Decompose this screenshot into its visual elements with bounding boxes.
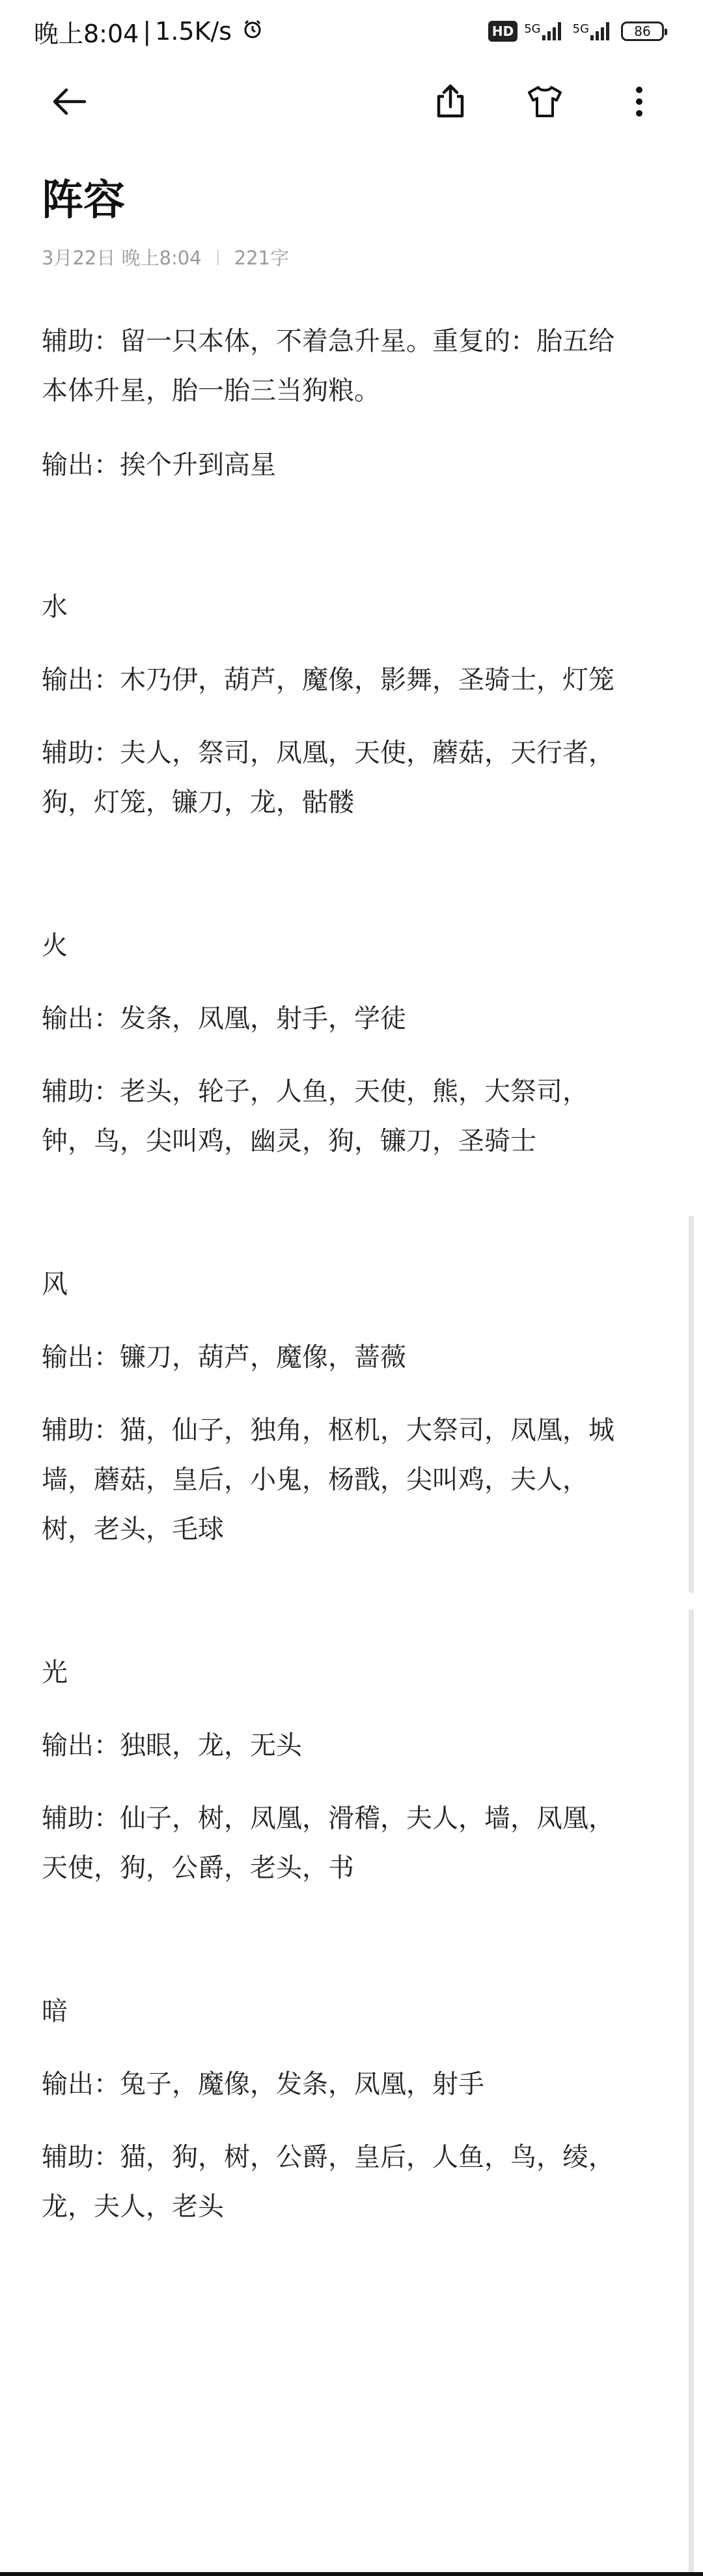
note-line: 辅助：夫人，祭司，凤凰，天使，蘑菇，天行者， [42,738,614,768]
battery-icon [621,21,664,41]
note-line: 输出：兔子，魔像，发条，凤凰，射手 [42,2069,484,2099]
status-bar [0,0,703,63]
word-count: 221字 [234,247,290,269]
section-heading-water: 水 [42,592,68,622]
note-line: 墙，蘑菇，皇后，小鬼，杨戬，尖叫鸡，夫人， [42,1465,588,1495]
more-vertical-icon [618,81,660,122]
note-line: 输出：镰刀，葫芦，魔像，蔷薇 [42,1342,406,1372]
scrollbar-track[interactable] [689,1609,694,2576]
note-line: 辅助：猫，狗，树，公爵，皇后，人鱼，鸟，绫， [42,2142,614,2172]
note-line: 狗，灯笼，镰刀，龙，骷髅 [42,787,354,817]
note-line: 天使，狗，公爵，老头，书 [42,1853,354,1883]
section-heading-light: 光 [42,1658,68,1688]
arrow-left-icon [48,81,90,122]
signal-5g-icon [524,22,560,40]
status-time: 晚上8:04 [34,19,139,48]
status-divider: | [143,17,152,46]
note-line: 输出：独眼，龙，无头 [42,1731,302,1761]
toolbar [0,63,703,141]
alarm-clock-icon [242,17,263,46]
share-icon [430,81,471,122]
network-speed: 1.5K/s [155,17,232,46]
section-heading-dark: 暗 [42,1996,68,2026]
theme-button[interactable] [524,81,566,122]
note-title[interactable]: 阵容 [42,177,125,225]
note-line: 钟，鸟，尖叫鸡，幽灵，狗，镰刀，圣骑士 [42,1126,536,1156]
signal-5g-label: 5G [524,22,541,36]
note-date: 3月22日 晚上8:04 [42,247,202,269]
meta-divider [217,249,219,265]
note-line: 辅助：留一只本体，不着急升星。重复的：胎五给 [42,326,614,356]
note-line: 本体升星，胎一胎三当狗粮。 [42,376,380,406]
battery-level: 86 [634,23,651,39]
gesture-bar [0,2572,703,2576]
note-line: 辅助：猫，仙子，独角，枢机，大祭司，凤凰，城 [42,1415,614,1445]
section-heading-wind: 风 [42,1269,68,1299]
hd-voice-icon: HD [488,21,517,42]
status-right [488,21,664,42]
back-button[interactable] [48,81,90,122]
tshirt-icon [524,81,566,122]
share-button[interactable] [430,81,471,122]
note-line: 输出：发条，凤凰，射手，学徒 [42,1004,406,1034]
note-meta [42,244,289,270]
note-line: 输出：木乃伊，葫芦，魔像，影舞，圣骑士，灯笼 [42,665,614,695]
status-left [34,14,267,50]
signal-5g-icon-2 [573,22,609,40]
note-line: 输出：挨个升到高星 [42,450,276,480]
note-line: 辅助：老头，轮子，人鱼，天使，熊，大祭司， [42,1077,588,1107]
signal-5g-label-2: 5G [572,22,589,36]
more-button[interactable] [618,81,660,122]
scrollbar-thumb[interactable] [689,1215,694,1593]
section-heading-fire: 火 [42,931,68,961]
note-line: 树，老头，毛球 [42,1514,224,1544]
note-line: 辅助：仙子，树，凤凰，滑稽，夫人，墙，凤凰， [42,1804,614,1833]
note-line: 龙，夫人，老头 [42,2192,224,2222]
